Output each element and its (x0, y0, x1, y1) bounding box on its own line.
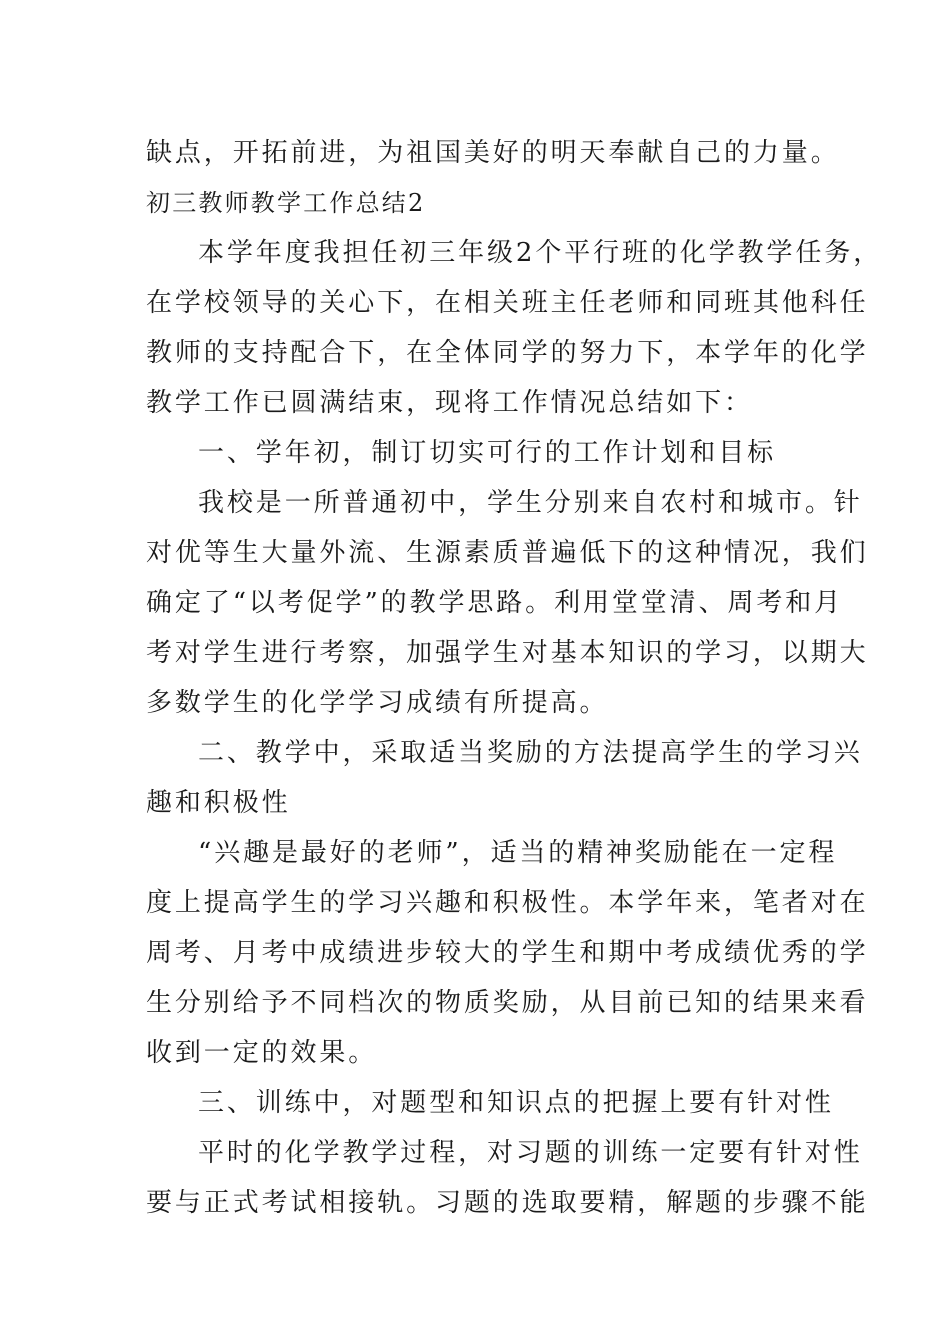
text-line: 教师的支持配合下，在全体同学的努力下，本学年的化学 (146, 338, 869, 368)
text-line: 平时的化学教学过程，对习题的训练一定要有针对性 (198, 1138, 863, 1168)
text-line: 缺点，开拓前进，为祖国美好的明天奉献自己的力量。 (146, 138, 840, 168)
text-line: 在学校领导的关心下，在相关班主任老师和同班其他科任 (146, 288, 869, 318)
text-line: 本学年度我担任初三年级2个平行班的化学教学任务， (198, 238, 883, 268)
text-line: 周考、月考中成绩进步较大的学生和期中考成绩优秀的学 (146, 938, 869, 968)
text-line: 收到一定的效果。 (146, 1038, 378, 1068)
text-line: 度上提高学生的学习兴趣和积极性。本学年来，笔者对在 (146, 888, 869, 918)
section-title: 初三教师教学工作总结2 (146, 189, 426, 217)
text-line: 教学工作已圆满结束，现将工作情况总结如下： (146, 388, 753, 418)
text-line: 确定了“以考促学”的教学思路。利用堂堂清、周考和月 (146, 588, 844, 618)
text-line: 对优等生大量外流、生源素质普遍低下的这种情况，我们 (146, 538, 869, 568)
subheading: 一、学年初，制订切实可行的工作计划和目标 (198, 438, 777, 468)
text-line: 我校是一所普通初中，学生分别来自农村和城市。针 (198, 488, 863, 518)
text-line: 考对学生进行考察，加强学生对基本知识的学习，以期大 (146, 638, 869, 668)
text-line: “兴趣是最好的老师”，适当的精神奖励能在一定程 (198, 838, 838, 868)
text-line: 生分别给予不同档次的物质奖励，从目前已知的结果来看 (146, 988, 869, 1018)
subheading: 二、教学中，采取适当奖励的方法提高学生的学习兴 (198, 738, 863, 768)
subheading: 三、训练中，对题型和知识点的把握上要有针对性 (198, 1088, 834, 1118)
text-line: 多数学生的化学学习成绩有所提高。 (146, 688, 609, 718)
subheading: 趣和积极性 (146, 788, 291, 818)
text-line: 要与正式考试相接轨。习题的选取要精，解题的步骤不能 (146, 1188, 869, 1218)
